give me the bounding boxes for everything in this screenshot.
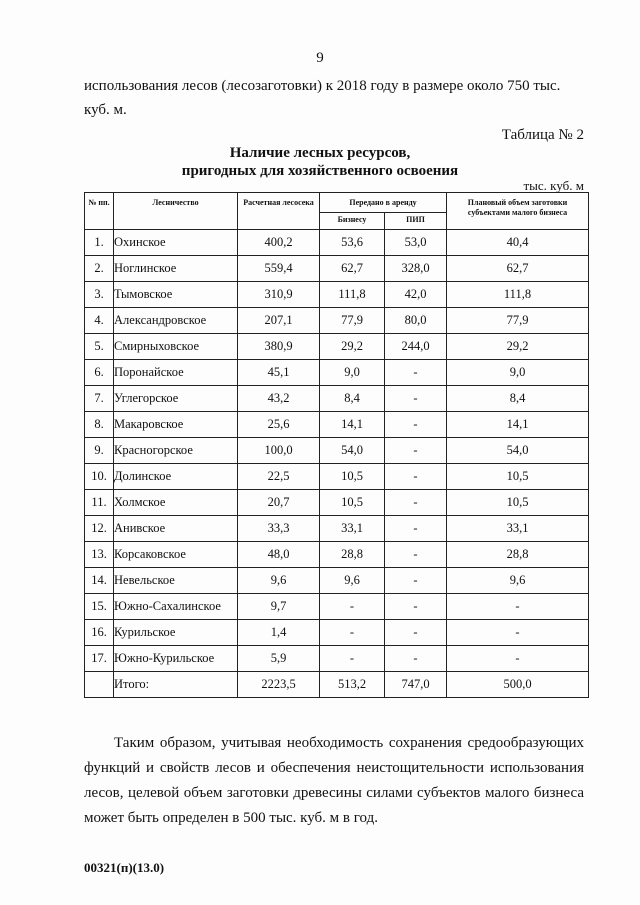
row-planned: 111,8 — [447, 282, 589, 308]
footer-code: 00321(п)(13.0) — [84, 860, 165, 875]
row-num: 17. — [85, 646, 114, 672]
row-pip: - — [385, 542, 447, 568]
header-num: № пп. — [85, 193, 114, 230]
row-forestry: Красногорское — [114, 438, 238, 464]
row-planned: - — [447, 646, 589, 672]
row-pip: - — [385, 594, 447, 620]
row-planned: 29,2 — [447, 334, 589, 360]
table-row — [85, 334, 589, 360]
row-calculated: 207,1 — [238, 308, 320, 334]
page-number: 9 — [316, 50, 324, 66]
row-num: 3. — [85, 282, 114, 308]
row-pip: - — [385, 568, 447, 594]
row-business: 9,6 — [320, 568, 385, 594]
row-calculated: 9,6 — [238, 568, 320, 594]
header-calculated: Расчетная лесосека — [238, 193, 320, 230]
row-forestry: Холмское — [114, 490, 238, 516]
table-row — [85, 386, 589, 412]
units-label: тыс. куб. м — [523, 178, 584, 193]
row-pip: 244,0 — [385, 334, 447, 360]
table-title-line-2: пригодных для хозяйственного освоения — [181, 163, 459, 179]
table-row — [85, 412, 589, 438]
row-forestry: Охинское — [114, 230, 238, 256]
table-row — [85, 516, 589, 542]
row-business: 53,6 — [320, 230, 385, 256]
row-planned: 28,8 — [447, 542, 589, 568]
row-num: 7. — [85, 386, 114, 412]
row-num: 8. — [85, 412, 114, 438]
table-row — [85, 542, 589, 568]
row-forestry: Углегорское — [114, 386, 238, 412]
table-row — [85, 594, 589, 620]
row-business: 29,2 — [320, 334, 385, 360]
row-calculated: 400,2 — [238, 230, 320, 256]
row-planned: 10,5 — [447, 490, 589, 516]
row-num: 5. — [85, 334, 114, 360]
row-calculated: 20,7 — [238, 490, 320, 516]
row-forestry: Невельское — [114, 568, 238, 594]
header-pip: ПИП — [385, 213, 447, 230]
row-planned: 54,0 — [447, 438, 589, 464]
row-calculated: 1,4 — [238, 620, 320, 646]
row-calculated: 100,0 — [238, 438, 320, 464]
row-planned: 77,9 — [447, 308, 589, 334]
row-num: 4. — [85, 308, 114, 334]
row-forestry: Корсаковское — [114, 542, 238, 568]
row-business: - — [320, 646, 385, 672]
row-pip: - — [385, 490, 447, 516]
row-forestry: Южно-Курильское — [114, 646, 238, 672]
row-calculated: 380,9 — [238, 334, 320, 360]
table-row — [85, 230, 589, 256]
row-num: 12. — [85, 516, 114, 542]
table-row — [85, 438, 589, 464]
row-pip: 328,0 — [385, 256, 447, 282]
total-planned: 500,0 — [447, 672, 589, 698]
header-leased: Передано в аренду — [320, 193, 447, 213]
total-calculated: 2223,5 — [238, 672, 320, 698]
total-num-empty — [85, 672, 114, 698]
row-calculated: 22,5 — [238, 464, 320, 490]
row-calculated: 33,3 — [238, 516, 320, 542]
row-pip: 53,0 — [385, 230, 447, 256]
row-calculated: 9,7 — [238, 594, 320, 620]
row-business: 54,0 — [320, 438, 385, 464]
table-header-row — [85, 193, 589, 213]
row-pip: - — [385, 464, 447, 490]
row-planned: 62,7 — [447, 256, 589, 282]
row-business: 111,8 — [320, 282, 385, 308]
row-calculated: 45,1 — [238, 360, 320, 386]
row-calculated: 43,2 — [238, 386, 320, 412]
row-business: 33,1 — [320, 516, 385, 542]
row-planned: 10,5 — [447, 464, 589, 490]
row-forestry: Анивское — [114, 516, 238, 542]
row-pip: - — [385, 438, 447, 464]
row-business: - — [320, 594, 385, 620]
row-pip: - — [385, 620, 447, 646]
row-pip: 42,0 — [385, 282, 447, 308]
row-num: 15. — [85, 594, 114, 620]
row-num: 1. — [85, 230, 114, 256]
row-pip: 80,0 — [385, 308, 447, 334]
conclusion-paragraph: Таким образом, учитывая необходимость сохранения средообразующих функций и свойств лесов и обеспечения неистощительности использования лесов, целевой объем заготовки древесины силами субъектов малого бизнеса может быть определен в 500 тыс. куб. м в год. — [84, 735, 584, 826]
total-pip: 747,0 — [385, 672, 447, 698]
row-forestry: Смирныховское — [114, 334, 238, 360]
table-row — [85, 360, 589, 386]
table-row — [85, 620, 589, 646]
row-forestry: Поронайское — [114, 360, 238, 386]
row-business: 8,4 — [320, 386, 385, 412]
row-forestry: Южно-Сахалинское — [114, 594, 238, 620]
total-label: Итого: — [114, 672, 238, 698]
row-business: 62,7 — [320, 256, 385, 282]
row-calculated: 559,4 — [238, 256, 320, 282]
row-forestry: Ноглинское — [114, 256, 238, 282]
row-planned: 33,1 — [447, 516, 589, 542]
row-forestry: Александровское — [114, 308, 238, 334]
row-calculated: 48,0 — [238, 542, 320, 568]
row-business: 10,5 — [320, 464, 385, 490]
row-planned: 8,4 — [447, 386, 589, 412]
row-planned: 9,6 — [447, 568, 589, 594]
row-business: 9,0 — [320, 360, 385, 386]
table-row — [85, 490, 589, 516]
table-title-line-1: Наличие лесных ресурсов, — [229, 145, 411, 161]
row-pip: - — [385, 360, 447, 386]
total-business: 513,2 — [320, 672, 385, 698]
row-num: 2. — [85, 256, 114, 282]
row-pip: - — [385, 516, 447, 542]
table-total-row — [85, 672, 589, 698]
row-business: 14,1 — [320, 412, 385, 438]
row-num: 11. — [85, 490, 114, 516]
row-pip: - — [385, 646, 447, 672]
row-num: 6. — [85, 360, 114, 386]
row-pip: - — [385, 412, 447, 438]
table-title — [110, 144, 530, 180]
header-planned: Плановый объем заготовки субъектами малого бизнеса — [447, 193, 589, 230]
row-planned: - — [447, 620, 589, 646]
row-forestry: Макаровское — [114, 412, 238, 438]
row-planned: 9,0 — [447, 360, 589, 386]
row-business: - — [320, 620, 385, 646]
row-num: 9. — [85, 438, 114, 464]
row-planned: 40,4 — [447, 230, 589, 256]
row-forestry: Тымовское — [114, 282, 238, 308]
table-row — [85, 308, 589, 334]
row-forestry: Долинское — [114, 464, 238, 490]
row-calculated: 5,9 — [238, 646, 320, 672]
table-row — [85, 464, 589, 490]
row-business: 10,5 — [320, 490, 385, 516]
row-num: 13. — [85, 542, 114, 568]
header-forestry: Лесничество — [114, 193, 238, 230]
row-pip: - — [385, 386, 447, 412]
row-forestry: Курильское — [114, 620, 238, 646]
table-row — [85, 646, 589, 672]
intro-paragraph: использования лесов (лесозаготовки) к 2018 году в размере около 750 тыс. куб. м. — [84, 78, 561, 118]
forest-resources-table — [84, 192, 589, 698]
row-num: 14. — [85, 568, 114, 594]
row-num: 16. — [85, 620, 114, 646]
row-business: 77,9 — [320, 308, 385, 334]
table-label: Таблица № 2 — [501, 127, 584, 143]
row-business: 28,8 — [320, 542, 385, 568]
row-calculated: 25,6 — [238, 412, 320, 438]
row-planned: - — [447, 594, 589, 620]
row-planned: 14,1 — [447, 412, 589, 438]
table-row — [85, 568, 589, 594]
row-num: 10. — [85, 464, 114, 490]
row-calculated: 310,9 — [238, 282, 320, 308]
table-row — [85, 256, 589, 282]
table-row — [85, 282, 589, 308]
header-business: Бизнесу — [320, 213, 385, 230]
